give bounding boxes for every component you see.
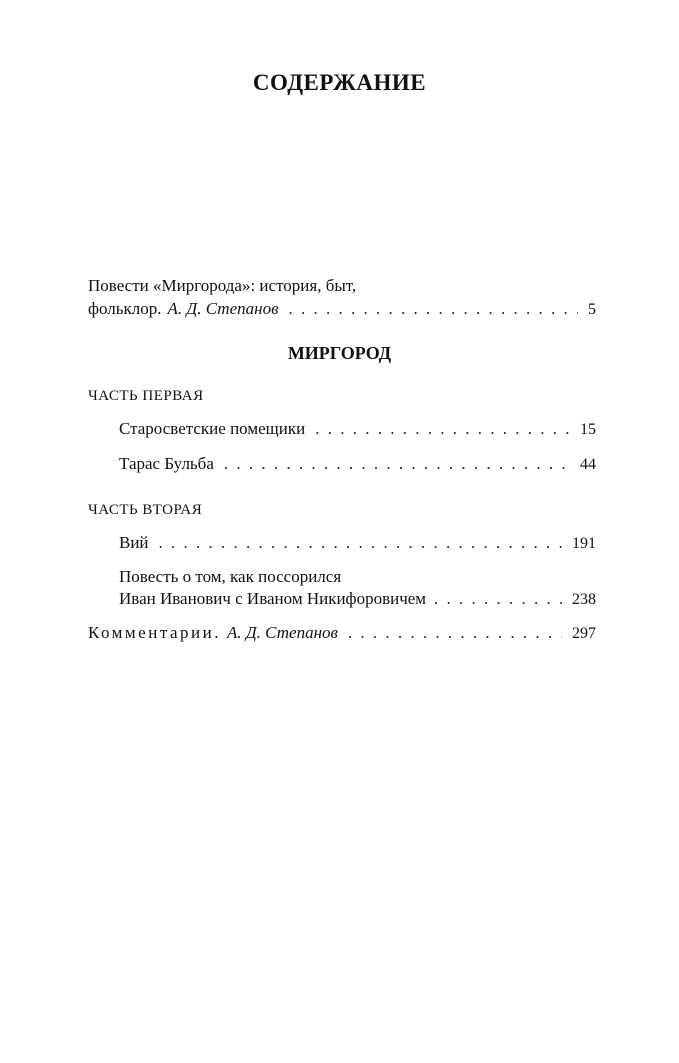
leader-dots [159,533,562,553]
toc-entry-taras-bulba[interactable] [119,454,596,475]
comments-label: Комментарии. [88,623,221,642]
toc-entry-viy[interactable] [119,533,596,554]
page-number: 238 [572,591,596,608]
page-number: 15 [580,421,596,438]
entry-title-line2: Иван Иванович с Иваном Никифоровичем [119,589,427,608]
page-number: 297 [572,625,596,642]
page-number: 44 [580,456,596,473]
intro-author: А. Д. Степанов [167,299,279,318]
toc-entry-comments[interactable] [88,623,596,644]
entry-title: Вий [119,533,149,552]
comments-author: А. Д. Степанов [226,623,338,642]
entry-title-line1: Повесть о том, как поссорился [119,567,342,586]
leader-dots [348,623,562,643]
page-number: 191 [572,535,596,552]
intro-title-line1: Повести «Миргорода»: история, быт, [88,276,357,295]
section-title: МИРГОРОД [287,343,392,363]
page-number: 5 [588,301,596,318]
toc-entry-intro[interactable] [88,299,596,320]
toc-entry-povest[interactable] [119,589,596,610]
part-two-label: ЧАСТЬ ВТОРАЯ [88,502,203,518]
entry-title: Тарас Бульба [119,454,214,473]
leader-dots [315,419,570,439]
leader-dots [434,589,562,609]
leader-dots [288,299,578,319]
leader-dots [224,454,570,474]
entry-title: Старосветские помещики [119,419,306,438]
toc-entry-starosvetskie[interactable] [119,419,596,440]
page-title: СОДЕРЖАНИЕ [252,70,427,95]
part-one-label: ЧАСТЬ ПЕРВАЯ [88,388,204,404]
intro-title-line2: фольклор. [88,299,162,318]
